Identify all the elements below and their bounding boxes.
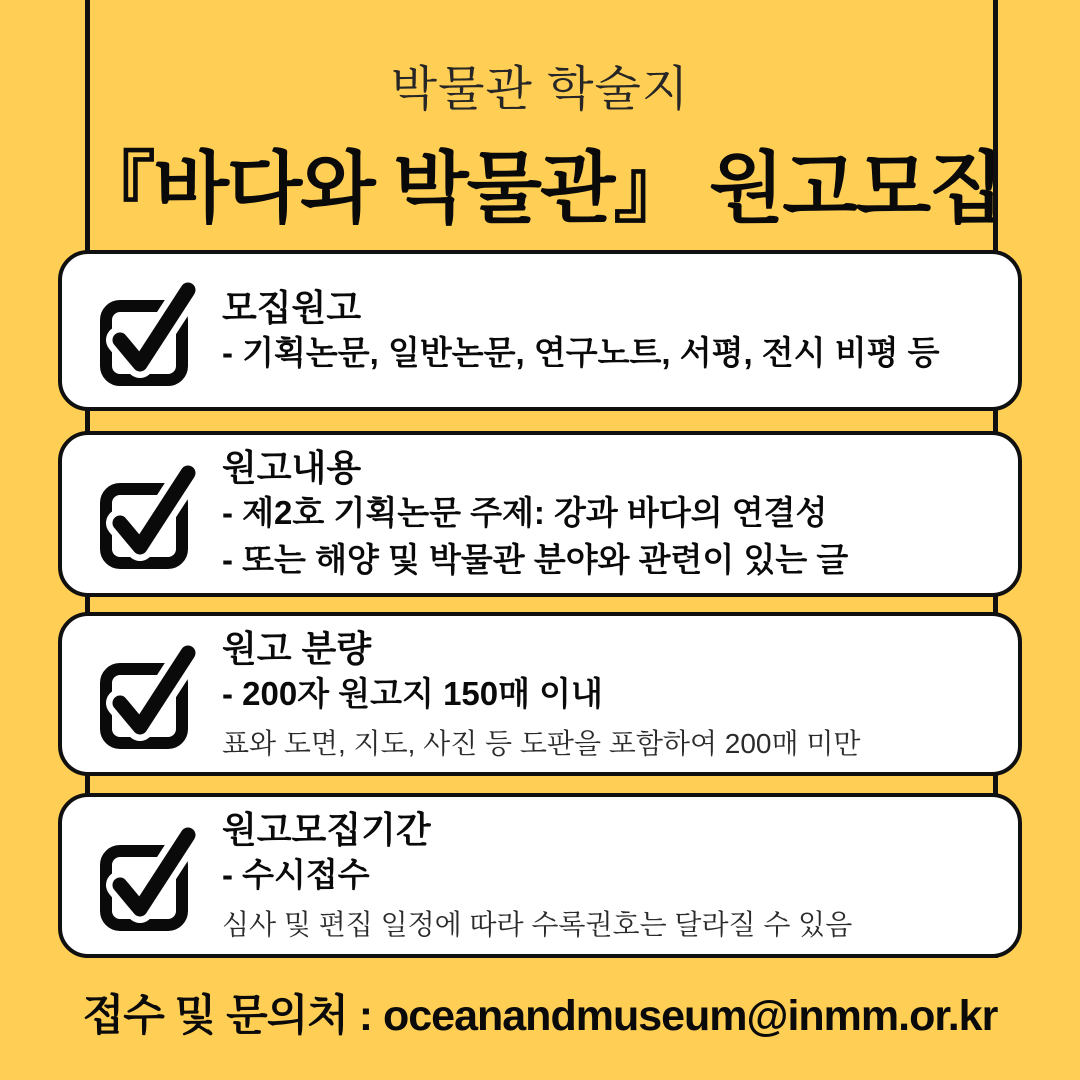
card-text-block (222, 445, 848, 584)
card-submission-period (58, 793, 1022, 958)
checkbox-check-icon (98, 639, 198, 749)
card-text-block (222, 285, 940, 377)
card-line: - 제2호 기획논문 주제: 강과 바다의 연결성 (222, 493, 828, 531)
card-manuscript-types (58, 250, 1022, 411)
card-note: 표와 도면, 지도, 사진 등 도판을 포함하여 200매 미만 (222, 727, 861, 759)
card-line: - 200자 원고지 150매 이내 (222, 674, 603, 712)
card-line: - 또는 해양 및 박물관 분야와 관련이 있는 글 (222, 540, 849, 578)
card-line: - 기획논문, 일반논문, 연구노트, 서평, 전시 비평 등 (222, 333, 940, 371)
card-manuscript-length (58, 612, 1022, 776)
card-heading: 원고내용 (222, 446, 362, 488)
checkbox-check-icon (98, 459, 198, 569)
journal-subtitle: 박물관 학술지 (390, 63, 690, 116)
checkbox-check-icon (98, 276, 198, 386)
card-manuscript-content (58, 431, 1022, 597)
checkbox-check-icon (98, 821, 198, 931)
card-line: - 수시접수 (222, 856, 370, 894)
card-heading: 원고 분량 (222, 627, 372, 669)
card-text-block (222, 626, 860, 762)
poster-title: 『바다와 박물관』 원고모집 (77, 144, 1003, 232)
card-note: 심사 및 편집 일정에 따라 수록권호는 달라질 수 있음 (222, 909, 853, 941)
card-heading: 원고모집기간 (222, 809, 431, 851)
card-text-block (222, 807, 852, 943)
contact-info: 접수 및 문의처 : oceanandmuseum@inmm.or.kr (82, 992, 998, 1040)
card-heading: 모집원고 (222, 286, 362, 328)
